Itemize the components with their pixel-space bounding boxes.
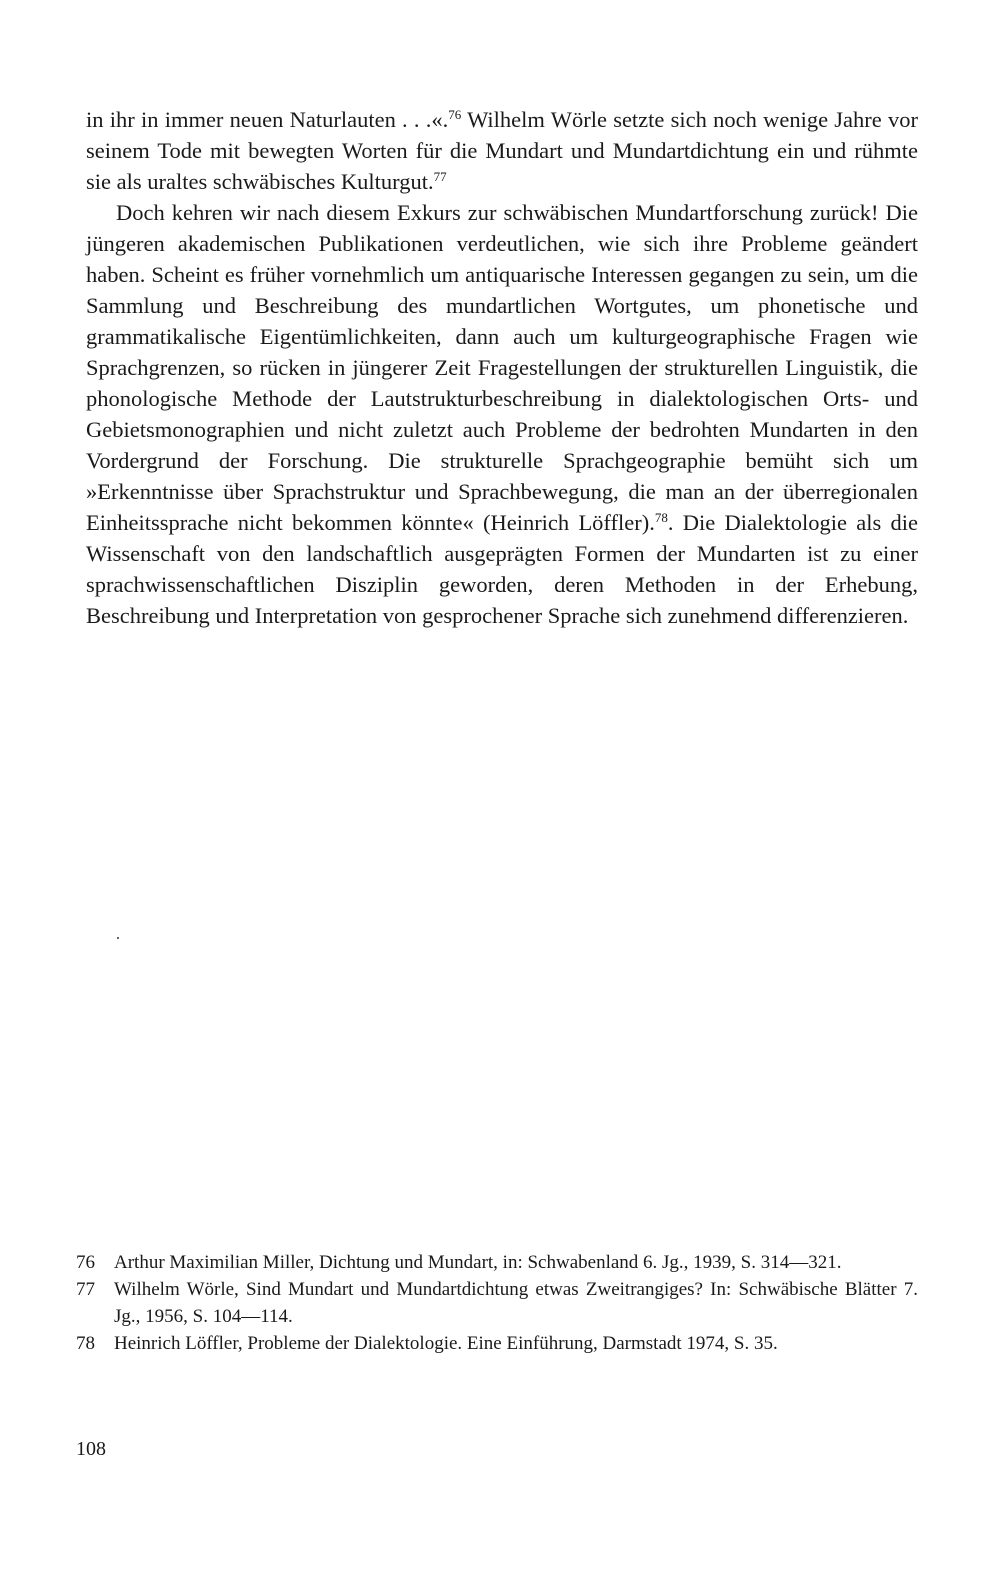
footnote-ref-78: 78 bbox=[654, 510, 668, 525]
footnote-number: 76 bbox=[76, 1252, 95, 1273]
paragraph-2 bbox=[86, 197, 918, 631]
footnotes bbox=[76, 1249, 918, 1357]
footnote-78 bbox=[76, 1330, 918, 1357]
scan-speck bbox=[117, 937, 119, 939]
footnote-ref-77: 77 bbox=[433, 169, 447, 184]
footnote-76 bbox=[76, 1249, 918, 1276]
footnote-text: Wilhelm Wörle, Sind Mundart und Mundartdichtung etwas Zweitrangiges? In: Schwäbische Blätter 7. Jg., 1956, S. 104—114. bbox=[114, 1279, 918, 1327]
main-text bbox=[86, 104, 918, 631]
footnote-77 bbox=[76, 1276, 918, 1330]
paragraph-1-text: in ihr in immer neuen Naturlauten . . .«. bbox=[86, 107, 449, 132]
paragraph-2-continuation: . Die Dialektologie als die Wissenschaft von den landschaftlich ausgeprägten Formen der Mundarten ist zu einer sprachwissenschaftlichen Disziplin geworden, deren Methoden in der Erhebung, Beschreibung und Interpretation von gesprochener Sprache sich zunehmend differenzieren. bbox=[86, 510, 918, 628]
footnote-number: 78 bbox=[76, 1333, 95, 1354]
footnote-ref-76: 76 bbox=[448, 107, 462, 122]
paragraph-1 bbox=[86, 104, 918, 197]
page-number: 108 bbox=[76, 1438, 106, 1460]
footnote-text: Arthur Maximilian Miller, Dichtung und Mundart, in: Schwabenland 6. Jg., 1939, S. 314—321. bbox=[114, 1252, 842, 1273]
paragraph-1-continuation: Wilhelm Wörle setzte sich noch wenige Jahre vor seinem Tode mit bewegten Worten für die Mundart und Mundartdichtung ein und rühmte sie als uraltes schwäbisches Kulturgut. bbox=[86, 107, 918, 194]
footnote-text: Heinrich Löffler, Probleme der Dialektologie. Eine Einführung, Darmstadt 1974, S. 35. bbox=[114, 1333, 778, 1354]
footnote-number: 77 bbox=[76, 1279, 95, 1300]
paragraph-2-text: Doch kehren wir nach diesem Exkurs zur schwäbischen Mundartforschung zurück! Die jüngeren akademischen Publikationen verdeutlichen, wie sich ihre Probleme geändert haben. Scheint es früher vornehmlich um antiquarische Interessen gegangen zu sein, um die Sammlung und Beschreibung des mundartlichen Wortgutes, um phonetische und grammatikalische Eigentümlichkeiten, dann auch um kulturgeographische Fragen wie Sprachgrenzen, so rücken in jüngerer Zeit Fragestellungen der strukturellen Linguistik, die phonologische Methode der Lautstrukturbeschreibung in dialektologischen Orts- und Gebietsmonographien und nicht zuletzt auch Probleme der bedrohten Mundarten in den Vordergrund der Forschung. Die strukturelle Sprachgeographie bemüht sich um »Erkenntnisse über Sprachstruktur und Sprachbewegung, die man an der überregionalen Einheitssprache nicht bekommen könnte« (Heinrich Löffler). bbox=[86, 200, 918, 535]
